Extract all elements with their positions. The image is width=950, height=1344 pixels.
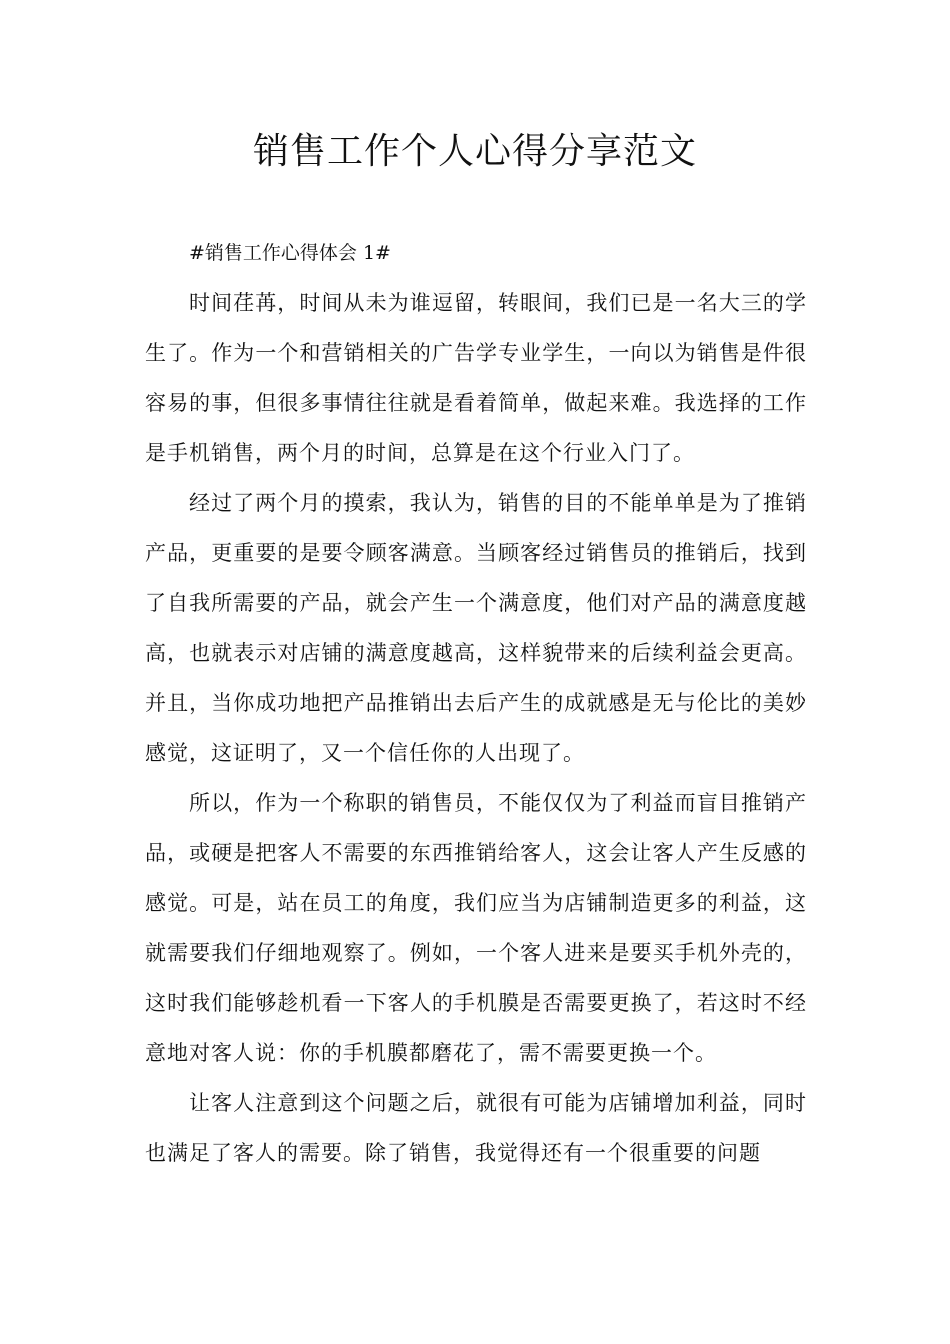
document-title: 销售工作个人心得分享范文	[252, 131, 697, 172]
document-body	[145, 228, 807, 1178]
paragraph-2: 经过了两个月的摸索，我认为，销售的目的不能单单是为了推销产品，更重要的是要令顾客满意。当顾客经过销售员的推销后，找到了自我所需要的产品，就会产生一个满意度，他们对产品的满意度越高，也就表示对店铺的满意度越高，这样貌带来的后续利益会更高。并且，当你成功地把产品推销出去后产生的成就感是无与伦比的美妙感觉，这证明了，又一个信任你的人出现了。	[145, 491, 807, 765]
section-heading: #销售工作心得体会 1#	[189, 242, 391, 264]
paragraph-3: 所以，作为一个称职的销售员，不能仅仅为了利益而盲目推销产品，或硬是把客人不需要的东西推销给客人，这会让客人产生反感的感觉。可是，站在员工的角度，我们应当为店铺制造更多的利益，这就需要我们仔细地观察了。例如，一个客人进来是要买手机外壳的，这时我们能够趁机看一下客人的手机膜是否需要更换了，若这时不经意地对客人说：你的手机膜都磨花了，需不需要更换一个。	[145, 791, 807, 1065]
paragraph-4: 让客人注意到这个问题之后，就很有可能为店铺增加利益，同时也满足了客人的需要。除了销售，我觉得还有一个很重要的问题	[145, 1091, 807, 1165]
paragraph-1: 时间荏苒，时间从未为谁逗留，转眼间，我们已是一名大三的学生了。作为一个和营销相关的广告学专业学生，一向以为销售是件很容易的事，但很多事情往往就是看着简单，做起来难。我选择的工作是手机销售，两个月的时间，总算是在这个行业入门了。	[145, 291, 807, 465]
